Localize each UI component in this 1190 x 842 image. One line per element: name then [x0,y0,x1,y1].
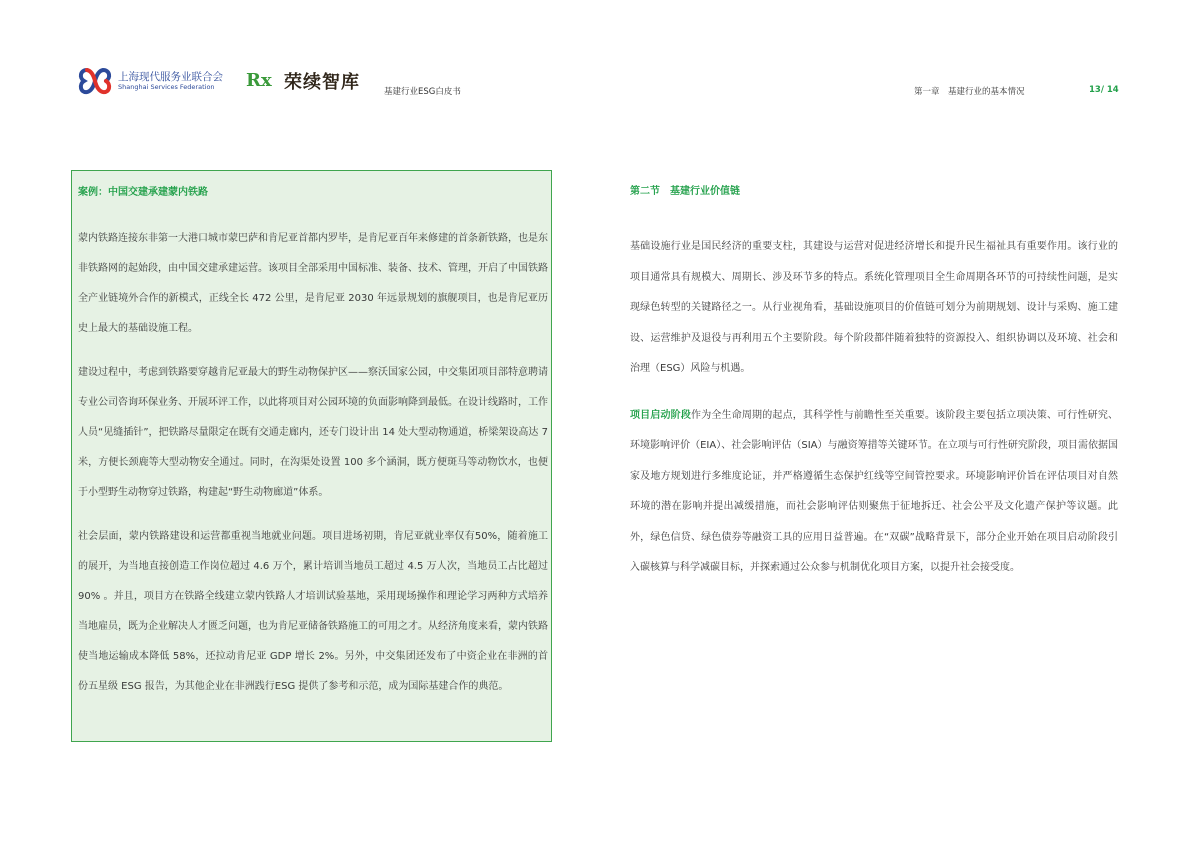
document-title: 基建行业ESG白皮书 [384,87,461,97]
section-title: 第二节 基建行业价值链 [630,186,740,197]
page-header [0,0,1190,110]
value-chain-section [630,182,1118,600]
case-paragraph: 蒙内铁路连接东非第一大港口城市蒙巴萨和肯尼亚首都内罗毕，是肯尼亚百年来修建的首条新铁路，也是东非铁路网的起始段，由中国交建承建运营。该项目全部采用中国标准、装备、技术、管理，开启了中国铁路全产业链境外合作的新模式，正线全长 472 公里，是肯尼亚 2030 年远景规划的旗舰项目，也是肯尼亚历史上最大的基础设施工程。 [78,233,548,334]
federation-name-cn: 上海现代服务业联合会 [118,71,223,83]
section-paragraph [630,401,1118,584]
case-study-box [71,170,552,742]
federation-logo [78,66,238,96]
case-body [78,224,548,716]
federation-name-en: Shanghai Services Federation [118,83,215,91]
highlight-term: 项目启动阶段 [630,409,692,421]
rongxu-logo [246,66,376,96]
federation-emblem-icon [78,66,112,96]
case-paragraph: 社会层面，蒙内铁路建设和运营都重视当地就业问题。项目进场初期，肯尼亚就业率仅有50%，随着施工的展开，为当地直接创造工作岗位超过 4.6 万个，累计培训当地员工超过 4.5 万人次，当地员工占比超过 90% 。并且，项目方在铁路全线建立蒙内铁路人才培训试验基地，采用现场操作和理论学习两种方式培养当地雇员，既为企业解决人才匮乏问题，也为肯尼亚储备铁路施工的可用之才。从经济角度来看，蒙内铁路使当地运输成本降低 58%，还拉动肯尼亚 GDP 增长 2%。另外，中交集团还发布了中资企业在非洲的首份五星级 ESG 报告，为其他企业在非洲践行ESG 提供了参考和示范，成为国际基建合作的典范。 [78,531,548,692]
section-paragraph-text: 作为全生命周期的起点，其科学性与前瞻性至关重要。该阶段主要包括立项决策、可行性研究、环境影响评价（EIA）、社会影响评估（SIA）与融资筹措等关键环节。在立项与可行性研究阶段，项目需依据国家及地方规划进行多维度论证，并严格遵循生态保护红线等空间管控要求。环境影响评价旨在评估项目对自然环境的潜在影响并提出减缓措施，而社会影响评估则聚焦于征地拆迁、社会公平及文化遗产保护等议题。此外，绿色信贷、绿色债券等融资工具的应用日益普遍。在“双碳”战略背景下，部分企业开始在项目启动阶段引入碳核算与科学减碳目标，并探索通过公众参与机制优化项目方案，以提升社会接受度。 [630,409,1119,573]
section-body [630,232,1118,584]
section-paragraph: 基础设施行业是国民经济的重要支柱，其建设与运营对促进经济增长和提升民生福祉具有重要作用。该行业的项目通常具有规模大、周期长、涉及环节多的特点。系统化管理项目全生命周期各环节的可持续性问题，是实现绿色转型的关键路径之一。从行业视角看，基础设施项目的价值链可划分为前期规划、设计与采购、施工建设、运营维护及退役与再利用五个主要阶段。每个阶段都伴随着独特的资源投入、组织协调以及环境、社会和治理（ESG）风险与机遇。 [630,241,1118,374]
case-paragraph: 建设过程中，考虑到铁路要穿越肯尼亚最大的野生动物保护区——察沃国家公园，中交集团项目部特意聘请专业公司咨询环保业务、开展环评工作，以此将项目对公园环境的负面影响降到最低。在设计线路时，工作人员“见缝插针”，把铁路尽量限定在既有交通走廊内，还专门设计出 14 处大型动物通道，桥梁架设高达 7 米，方便长颈鹿等大型动物安全通过。同时，在沟渠处设置 100 多个涵洞，既方便斑马等动物饮水，也便于小型野生动物穿过铁路，构建起“野生动物廊道”体系。 [78,367,548,498]
page-number: 13/ 14 [1089,85,1119,95]
case-title: 案例：中国交建承建蒙内铁路 [78,187,208,198]
brand-mark-icon: Rx [246,70,272,91]
brand-name: 荣续智库 [284,72,360,93]
chapter-title: 第一章 基建行业的基本情况 [914,87,1025,97]
